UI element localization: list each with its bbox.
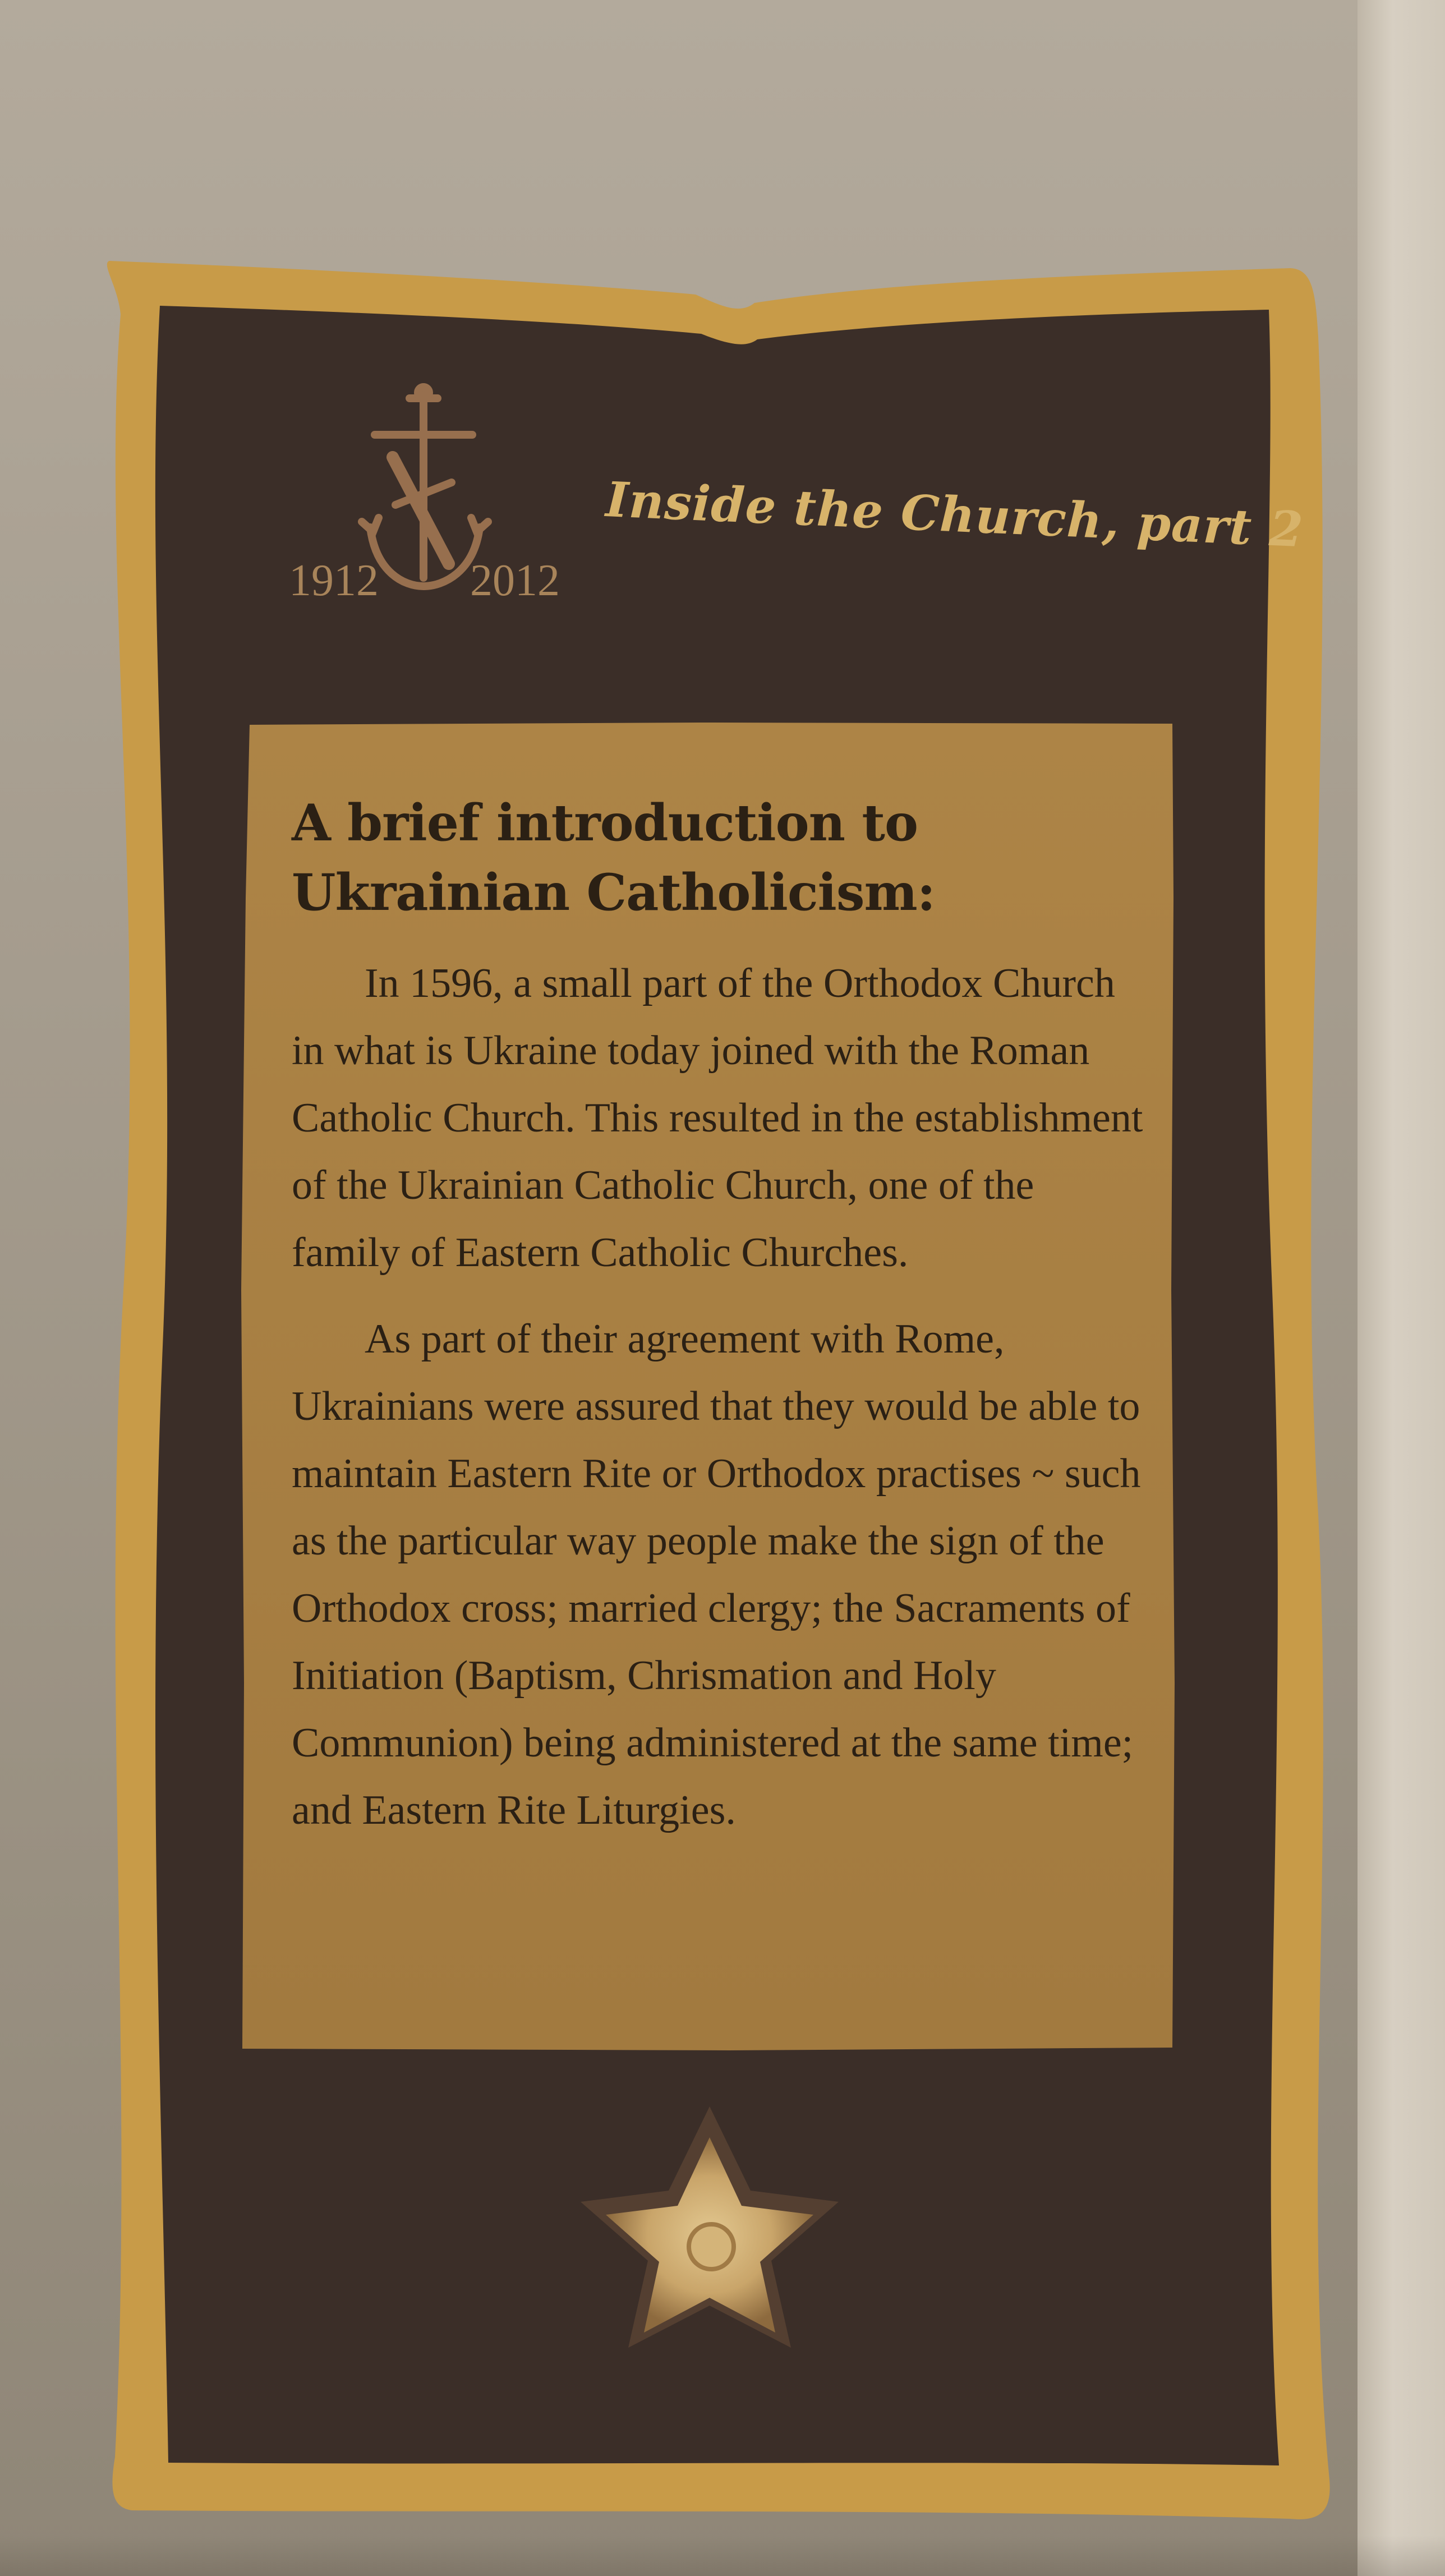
panel-heading (292, 788, 1150, 927)
paragraph-1: In 1596, a small part of the Orthodox Church in what is Ukraine today joined with the Roman Catholic Church. This resulted in the establishment of the Ukrainian Catholic Church, one of the family of Eastern Catholic Churches. (292, 960, 1143, 1276)
year-end: 2012 (470, 556, 560, 605)
text-panel (292, 788, 1150, 1863)
paragraph-2: As part of their agreement with Rome, Ukrainians were assured that they would be able to maintain Eastern Rite or Orthodox practises ~ such as the particular way people make the sign of the Orthodox cross; married clergy; the Sacraments of Initiation (Baptism, Chrismation and Holy Communion) being administered at the same time; and Eastern Rite Liturgies. (292, 1316, 1141, 1833)
panel-heading-line-2: Ukrainian Catholicism: (292, 863, 935, 922)
year-start: 1912 (289, 556, 379, 605)
panel-heading-line-1: A brief introduction to (292, 793, 918, 853)
floor-shadow (0, 2536, 1445, 2576)
poster-title: Inside the Church, part 2 (604, 471, 1305, 559)
